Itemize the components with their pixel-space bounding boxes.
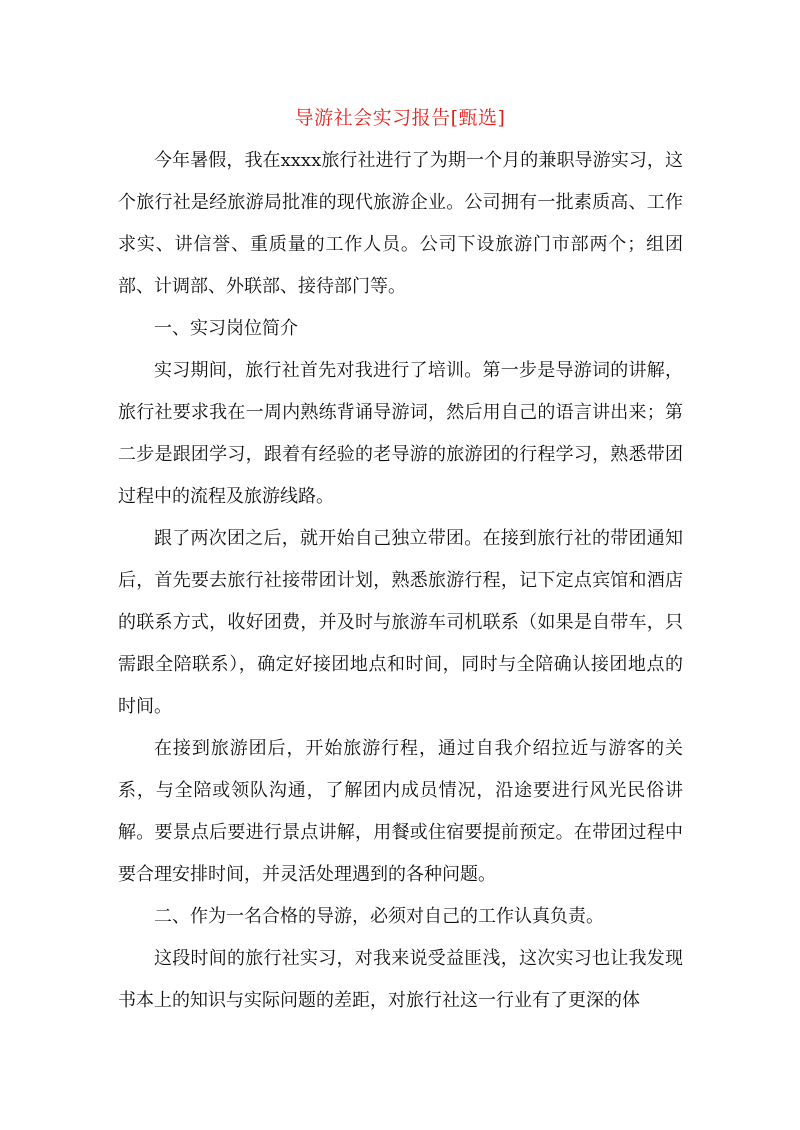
document-body [118, 140, 683, 1022]
paragraph-independent-tour: 跟了两次团之后，就开始自己独立带团。在接到旅行社的带团通知后，首先要去旅行社接带团计划，熟悉旅游行程，记下定点宾馆和酒店的联系方式，收好团费，并及时与旅游车司机联系（如果是自带车，只需跟全陪联系），确定好接团地点和时间，同时与全陪确认接团地点的时间。 [118, 528, 683, 717]
section-heading-1: 一、实习岗位简介 [154, 318, 298, 339]
paragraph-tour-process: 在接到旅游团后，开始旅游行程，通过自我介绍拉近与游客的关系，与全陪或领队沟通，了解团内成员情况，沿途要进行风光民俗讲解。要景点后要进行景点讲解，用餐或住宿要提前预定。在带团过程中要合理安排时间，并灵活处理遇到的各种问题。 [118, 738, 683, 885]
paragraph-training: 实习期间，旅行社首先对我进行了培训。第一步是导游词的讲解，旅行社要求我在一周内熟练背诵导游词，然后用自己的语言讲出来；第二步是跟团学习，跟着有经验的老导游的旅游团的行程学习，熟悉带团过程中的流程及旅游线路。 [118, 360, 683, 507]
paragraph-intro: 今年暑假，我在xxxx旅行社进行了为期一个月的兼职导游实习，这个旅行社是经旅游局批准的现代旅游企业。公司拥有一批素质高、工作求实、讲信誉、重质量的工作人员。公司下设旅游门市部两个；组团部、计调部、外联部、接待部门等。 [118, 150, 683, 297]
paragraph-reflection: 这段时间的旅行社实习，对我来说受益匪浅，这次实习也让我发现书本上的知识与实际问题的差距，对旅行社这一行业有了更深的体 [118, 948, 683, 1011]
document-title: 导游社会实习报告[甄选] [294, 107, 506, 129]
section-heading-2: 二、作为一名合格的导游，必须对自己的工作认真负责。 [154, 906, 604, 927]
